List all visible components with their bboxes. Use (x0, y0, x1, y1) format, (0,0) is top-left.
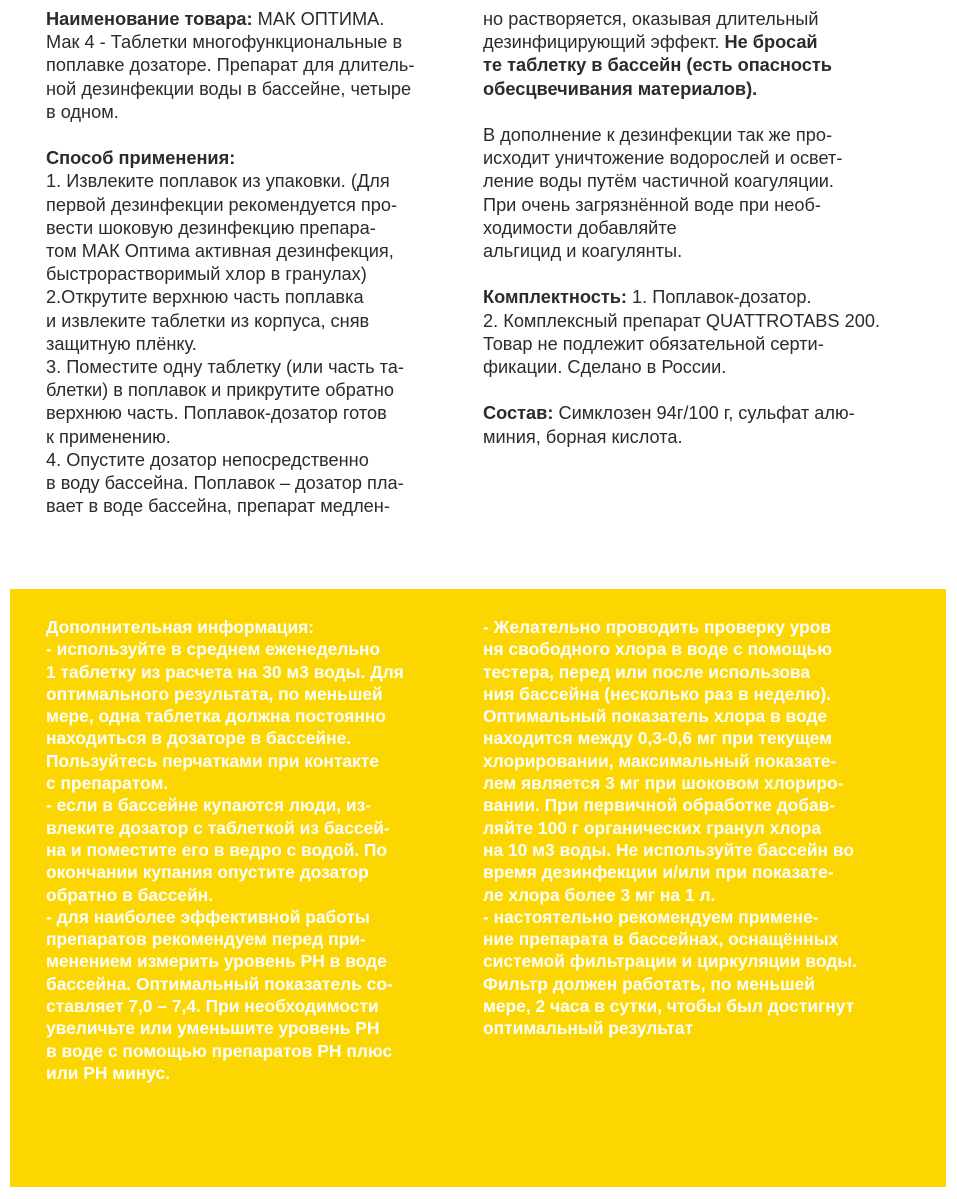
addition-line: ходимости добавляйте (483, 217, 677, 238)
composition-line: миния, борная кислота. (483, 426, 683, 447)
additional-info-line: оптимальный результат (483, 1018, 694, 1039)
usage-line: 2.Открутите верхнюю часть поплавка (46, 287, 364, 308)
additional-info-left-column (46, 616, 446, 1084)
additional-info-line: находится между 0,3-0,6 мг при текущем (483, 728, 832, 749)
additional-info-line: ставляет 7,0 – 7,4. При необходимости (46, 996, 379, 1017)
warning-line: обесцвечивания материалов). (483, 78, 758, 99)
continuation-paragraph (483, 8, 903, 101)
product-name-label: Наименование товара: (46, 9, 253, 29)
addition-line: исходит уничтожение водорослей и освет- (483, 148, 843, 169)
usage-line: защитную плёнку. (46, 333, 197, 354)
additional-info-line: обратно в бассейн. (46, 884, 214, 905)
effect-line (483, 31, 903, 54)
composition-text (483, 426, 903, 449)
addition-line: При очень загрязнённой воде при необ- (483, 194, 821, 215)
additional-info-line: вании. При первичной обработке добав- (483, 795, 836, 816)
usage-line: вести шоковую дезинфекцию препара- (46, 217, 376, 238)
product-info-column (46, 8, 446, 518)
additional-info-line: ле хлора более 3 мг на 1 л. (483, 884, 716, 905)
additional-info-line: влеките дозатор с таблеткой из бассей- (46, 817, 390, 838)
warning-line: те таблетку в бассейн (есть опасность (483, 55, 832, 76)
usage-line: первой дезинфекции рекомендуется про- (46, 194, 397, 215)
product-details-column (483, 8, 903, 449)
additional-info-line: тестера, перед или после использова (483, 661, 811, 682)
additional-info-line: менением измерить уровень PH в воде (46, 951, 387, 972)
additional-info-line: оптимального результата, по меньшей (46, 683, 383, 704)
additional-info-line: Фильтр должен работать, по меньшей (483, 973, 815, 994)
continuation-line: но растворяется, оказывая длительный (483, 9, 819, 29)
addition-paragraph (483, 124, 903, 263)
additional-info-line: препаратов рекомендуем перед при- (46, 929, 366, 950)
product-description (46, 31, 446, 124)
additional-info-line: - если в бассейне купаются люди, из- (46, 795, 372, 816)
description-line: поплавке дозаторе. Препарат для длитель- (46, 55, 415, 76)
addition-line: ление воды путём частичной коагуляции. (483, 171, 834, 192)
additional-info-right-text (483, 616, 903, 1040)
additional-info-line: с препаратом. (46, 773, 169, 794)
product-name-paragraph (46, 8, 446, 124)
additional-info-line: лем является 3 мг при шоковом хлориро- (483, 773, 844, 794)
addition-line: альгицид и коагулянты. (483, 241, 683, 262)
additional-info-line: - для наиболее эффективной работы (46, 906, 370, 927)
usage-line: верхнюю часть. Поплавок-дозатор готов (46, 403, 387, 424)
additional-info-line: хлорировании, максимальный показате- (483, 750, 837, 771)
additional-info-line: ня свободного хлора в воде с помощью (483, 639, 833, 660)
usage-heading: Способ применения: (46, 148, 236, 169)
kit-paragraph (483, 286, 903, 379)
composition-first-line (483, 402, 903, 425)
addition-line: В дополнение к дезинфекции так же про- (483, 125, 833, 145)
description-line: в одном. (46, 101, 119, 122)
usage-line: быстрорастворимый хлор в гранулах) (46, 264, 367, 285)
additional-info-line: Оптимальный показатель хлора в воде (483, 706, 828, 727)
composition-first-text: Симклозен 94г/100 г, сульфат алю- (553, 403, 855, 424)
additional-info-line: или PH минус. (46, 1062, 171, 1083)
usage-instructions (46, 170, 446, 518)
kit-first-item: 1. Поплавок-дозатор. (626, 287, 812, 308)
usage-line: том МАК Оптима активная дезинфекция, (46, 241, 394, 262)
additional-info-line: Пользуйтесь перчатками при контакте (46, 750, 379, 771)
usage-line: вает в воде бассейна, препарат медлен- (46, 496, 390, 517)
additional-info-line: бассейна. Оптимальный показатель со- (46, 973, 393, 994)
usage-line: в воду бассейна. Поплавок – дозатор пла- (46, 473, 404, 494)
additional-info-line: мере, одна таблетка должна постоянно (46, 706, 387, 727)
composition-label: Состав: (483, 403, 554, 424)
additional-info-line: в воде с помощью препаратов PH плюс (46, 1040, 393, 1061)
description-line: ной дезинфекции воды в бассейне, четыре (46, 78, 412, 99)
usage-line: 4. Опустите дозатор непосредственно (46, 449, 369, 470)
kit-line: 2. Комплексный препарат QUATTROTABS 200. (483, 310, 881, 331)
additional-info-line: время дезинфекции и/или при показате- (483, 862, 834, 883)
additional-info-line: - Желательно проводить проверку уров (483, 617, 832, 637)
usage-line: к применению. (46, 426, 171, 447)
description-line: Мак 4 - Таблетки многофункциональные в (46, 32, 403, 53)
addition-text (483, 124, 903, 263)
warning-start: Не бросай (724, 32, 818, 53)
additional-info-line: ляйте 100 г органических гранул хлора (483, 817, 822, 838)
usage-paragraph (46, 147, 446, 518)
kit-first-line (483, 286, 903, 309)
additional-info-line: на 10 м3 воды. Не используйте бассейн во (483, 839, 854, 860)
kit-items (483, 310, 903, 380)
kit-line: Товар не подлежит обязательной серти- (483, 333, 824, 354)
kit-label: Комплектность: (483, 287, 627, 308)
additional-info-line: системой фильтрации и циркуляции воды. (483, 951, 857, 972)
additional-info-line: ние препарата в бассейнах, оснащённых (483, 929, 839, 950)
additional-info-line: 1 таблетку из расчета на 30 м3 воды. Для (46, 661, 404, 682)
additional-info-line: - настоятельно рекомендуем примене- (483, 906, 819, 927)
additional-info-line: мере, 2 часа в сутки, чтобы был достигнут (483, 996, 855, 1017)
product-name-value: МАК ОПТИМА. (252, 9, 385, 29)
additional-info-line: окончании купания опустите дозатор (46, 862, 369, 883)
product-name-line (46, 8, 446, 31)
additional-info-line: на и поместите его в ведро с водой. По (46, 839, 388, 860)
additional-info-line: - используйте в среднем еженедельно (46, 639, 381, 660)
effect-text: дезинфицирующий эффект. (483, 32, 725, 53)
composition-paragraph (483, 402, 903, 448)
additional-info-line: ния бассейна (несколько раз в неделю). (483, 683, 831, 704)
warning-text (483, 54, 903, 100)
kit-line: фикации. Сделано в России. (483, 357, 727, 378)
usage-line: и извлеките таблетки из корпуса, сняв (46, 310, 370, 331)
additional-info-panel (10, 589, 946, 1187)
additional-info-heading: Дополнительная информация: (46, 617, 315, 637)
additional-info-line: находиться в дозаторе в бассейне. (46, 728, 352, 749)
additional-info-left-text (46, 638, 446, 1084)
usage-line: блетки) в поплавок и прикрутите обратно (46, 380, 395, 401)
additional-info-line: увеличьте или уменьшите уровень PH (46, 1018, 380, 1039)
usage-line: 3. Поместите одну таблетку (или часть та- (46, 357, 404, 378)
additional-info-right-column (483, 616, 903, 1040)
usage-line: 1. Извлеките поплавок из упаковки. (Для (46, 171, 390, 192)
